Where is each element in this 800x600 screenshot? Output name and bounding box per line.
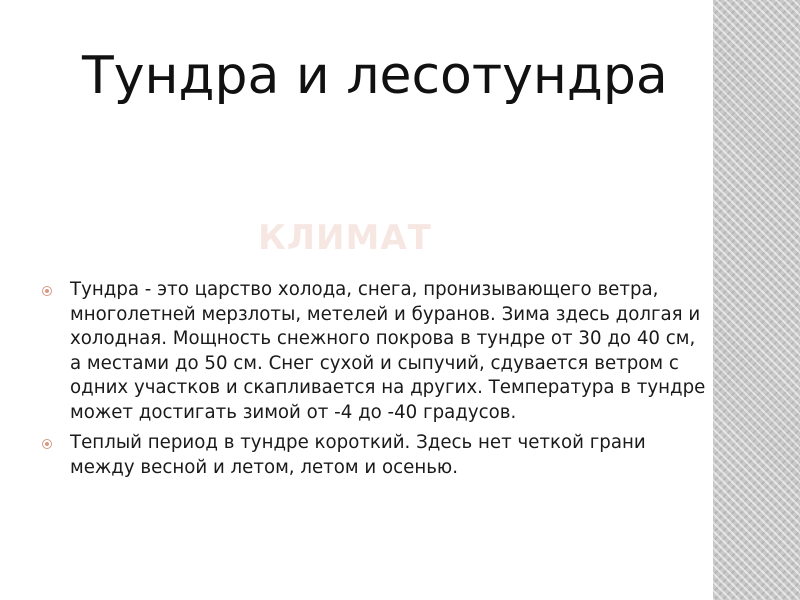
decorative-side-band [713,0,800,600]
bullet-text: Тундра - это царство холода, снега, пронизывающего ветра, многолетней мерзлоты, метелей и буранов. Зима здесь долгая и холодная. Мощность снежного покрова в тундре от 30 до 40 см, а местами до 50 см. Снег сухой и сыпучий, сдувается ветром с одних участков и скапливается на других. Температура в тундре может достигать зимой от -4 до -40 градусов. [70,279,706,423]
slide-subtitle: КЛИМАТ [258,218,432,258]
bullet-item [40,278,712,425]
bullet-text: Теплый период в тундре короткий. Здесь нет четкой грани между весной и летом, летом и осенью. [70,432,646,478]
bullet-item [40,431,712,480]
slide-title: Тундра и лесотундра [82,46,668,106]
bullet-list [40,278,712,486]
ring-bullet-icon [42,439,52,449]
ring-bullet-icon [42,286,52,296]
